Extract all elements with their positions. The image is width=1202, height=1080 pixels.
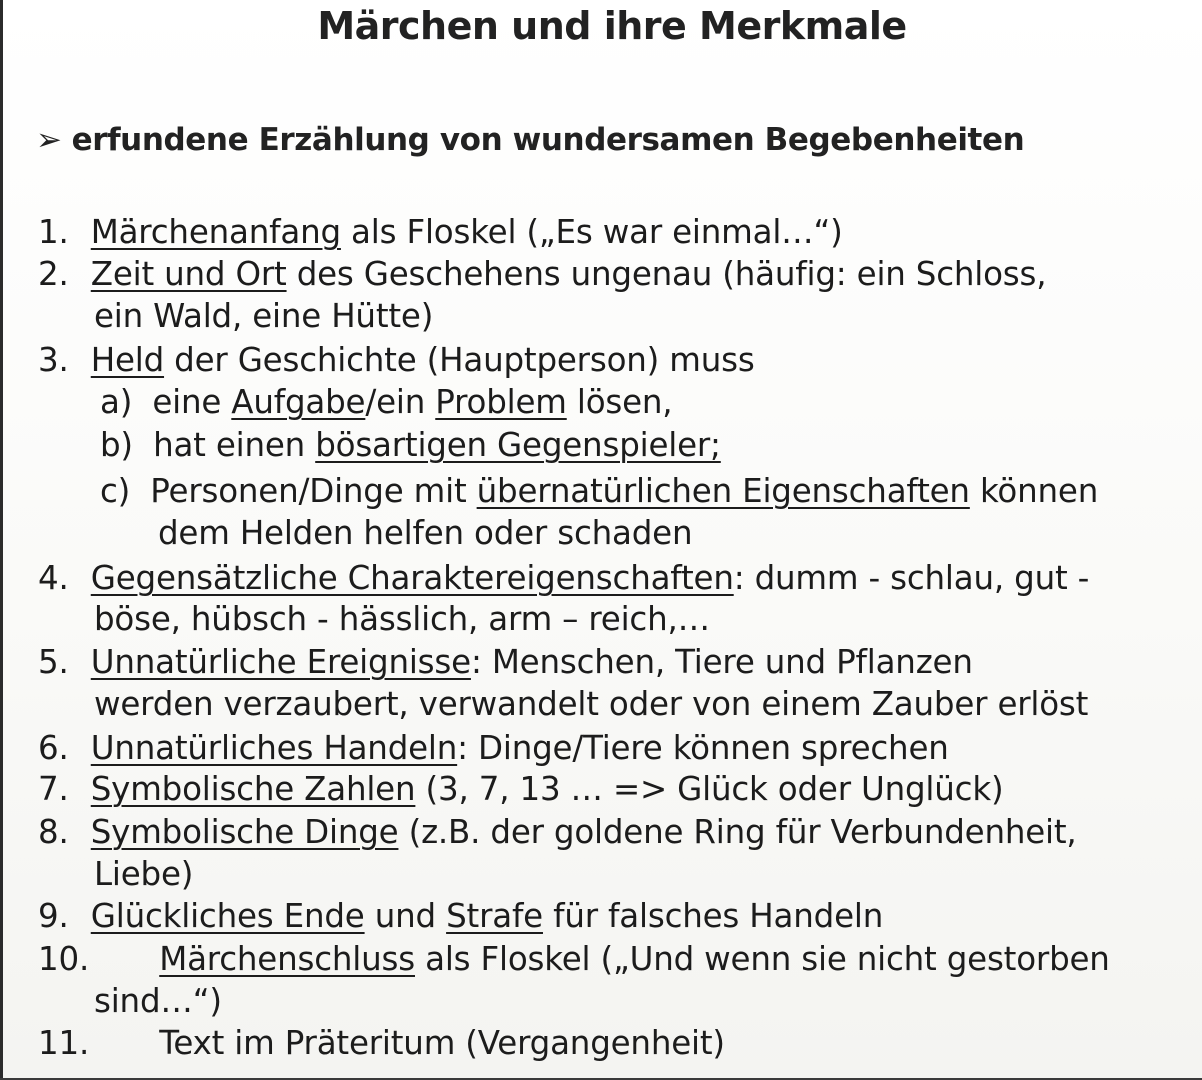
sub-item xyxy=(100,426,721,464)
item-text: : Dinge/Tiere können sprechen xyxy=(457,729,949,767)
list-item xyxy=(38,255,1047,293)
item-number: 9. xyxy=(38,897,69,935)
list-item xyxy=(38,897,884,935)
item-continuation: sind…“) xyxy=(94,982,222,1020)
sub-item-text: eine xyxy=(152,383,232,421)
item-text: als Floskel („Und wenn sie nicht gestorben xyxy=(415,940,1110,978)
item-keyword: Unnatürliches Handeln xyxy=(90,729,458,767)
list-item xyxy=(38,940,1110,978)
item-keyword: Märchenschluss xyxy=(159,940,415,978)
item-text: und xyxy=(364,897,447,935)
item-keyword: Symbolische Zahlen xyxy=(90,770,416,808)
list-item xyxy=(38,1024,725,1062)
item-keyword: Strafe xyxy=(446,897,543,935)
item-keyword: Märchenanfang xyxy=(90,213,341,251)
page-title: Märchen und ihre Merkmale xyxy=(317,4,907,48)
item-keyword: Glückliches Ende xyxy=(90,897,365,935)
item-keyword: Held xyxy=(90,341,165,379)
sub-item-text: hat einen xyxy=(153,426,316,464)
item-number: 11. xyxy=(38,1024,90,1062)
list-item xyxy=(38,729,949,767)
item-continuation: ein Wald, eine Hütte) xyxy=(94,297,434,335)
list-item xyxy=(38,341,755,379)
sub-item-continuation: dem Helden helfen oder schaden xyxy=(158,514,693,552)
item-number: 3. xyxy=(38,341,69,379)
sub-item-keyword: bösartigen Gegenspieler; xyxy=(315,426,721,464)
item-keyword: Gegensätzliche Charaktereigenschaften xyxy=(90,559,734,597)
list-item xyxy=(38,643,973,681)
sub-item xyxy=(100,383,673,421)
sub-item-keyword: übernatürlichen Eigenschaften xyxy=(476,472,970,510)
item-continuation: werden verzaubert, verwandelt oder von einem Zauber erlöst xyxy=(94,685,1089,723)
item-number: 7. xyxy=(38,770,69,808)
sub-item-label: a) xyxy=(100,383,133,421)
item-text: (z.B. der goldene Ring für Verbundenheit, xyxy=(398,813,1077,851)
sub-item-label: c) xyxy=(100,472,131,510)
item-number: 1. xyxy=(38,213,69,251)
list-item xyxy=(38,813,1077,851)
item-keyword: Symbolische Dinge xyxy=(90,813,399,851)
sub-item-text: lösen, xyxy=(566,383,673,421)
item-keyword: Unnatürliche Ereignisse xyxy=(90,643,471,681)
sub-item-text: können xyxy=(969,472,1099,510)
sub-item-keyword: Problem xyxy=(435,383,567,421)
subtitle xyxy=(36,122,1024,158)
item-text: der Geschichte (Hauptperson) muss xyxy=(164,341,755,379)
sub-item-text: Personen/Dinge mit xyxy=(150,472,477,510)
item-number: 10. xyxy=(38,940,90,978)
item-number: 2. xyxy=(38,255,69,293)
list-item xyxy=(38,770,1004,808)
list-item xyxy=(38,213,843,251)
subtitle-text: erfundene Erzählung von wundersamen Begebenheiten xyxy=(71,122,1025,158)
item-number: 5. xyxy=(38,643,69,681)
sub-item-label: b) xyxy=(100,426,133,464)
page-left-edge xyxy=(0,0,3,1080)
item-text: : Menschen, Tiere und Pflanzen xyxy=(470,643,973,681)
item-number: 8. xyxy=(38,813,69,851)
sub-item xyxy=(100,472,1099,510)
item-text: als Floskel („Es war einmal…“) xyxy=(340,213,843,251)
item-continuation: böse, hübsch - hässlich, arm – reich,… xyxy=(94,600,710,638)
item-text: für falsches Handeln xyxy=(542,897,884,935)
item-text: Text im Präteritum (Vergangenheit) xyxy=(159,1024,725,1062)
list-item xyxy=(38,559,1090,597)
sub-item-text: /ein xyxy=(365,383,436,421)
item-number: 4. xyxy=(38,559,69,597)
item-keyword: Zeit und Ort xyxy=(90,255,287,293)
item-number: 6. xyxy=(38,729,69,767)
item-text: des Geschehens ungenau (häufig: ein Schloss, xyxy=(286,255,1047,293)
item-continuation: Liebe) xyxy=(94,855,194,893)
item-text: : dumm - schlau, gut - xyxy=(733,559,1090,597)
item-text: (3, 7, 13 … => Glück oder Unglück) xyxy=(415,770,1004,808)
sub-item-keyword: Aufgabe xyxy=(231,383,366,421)
arrow-bullet-icon: ➢ xyxy=(36,122,62,158)
